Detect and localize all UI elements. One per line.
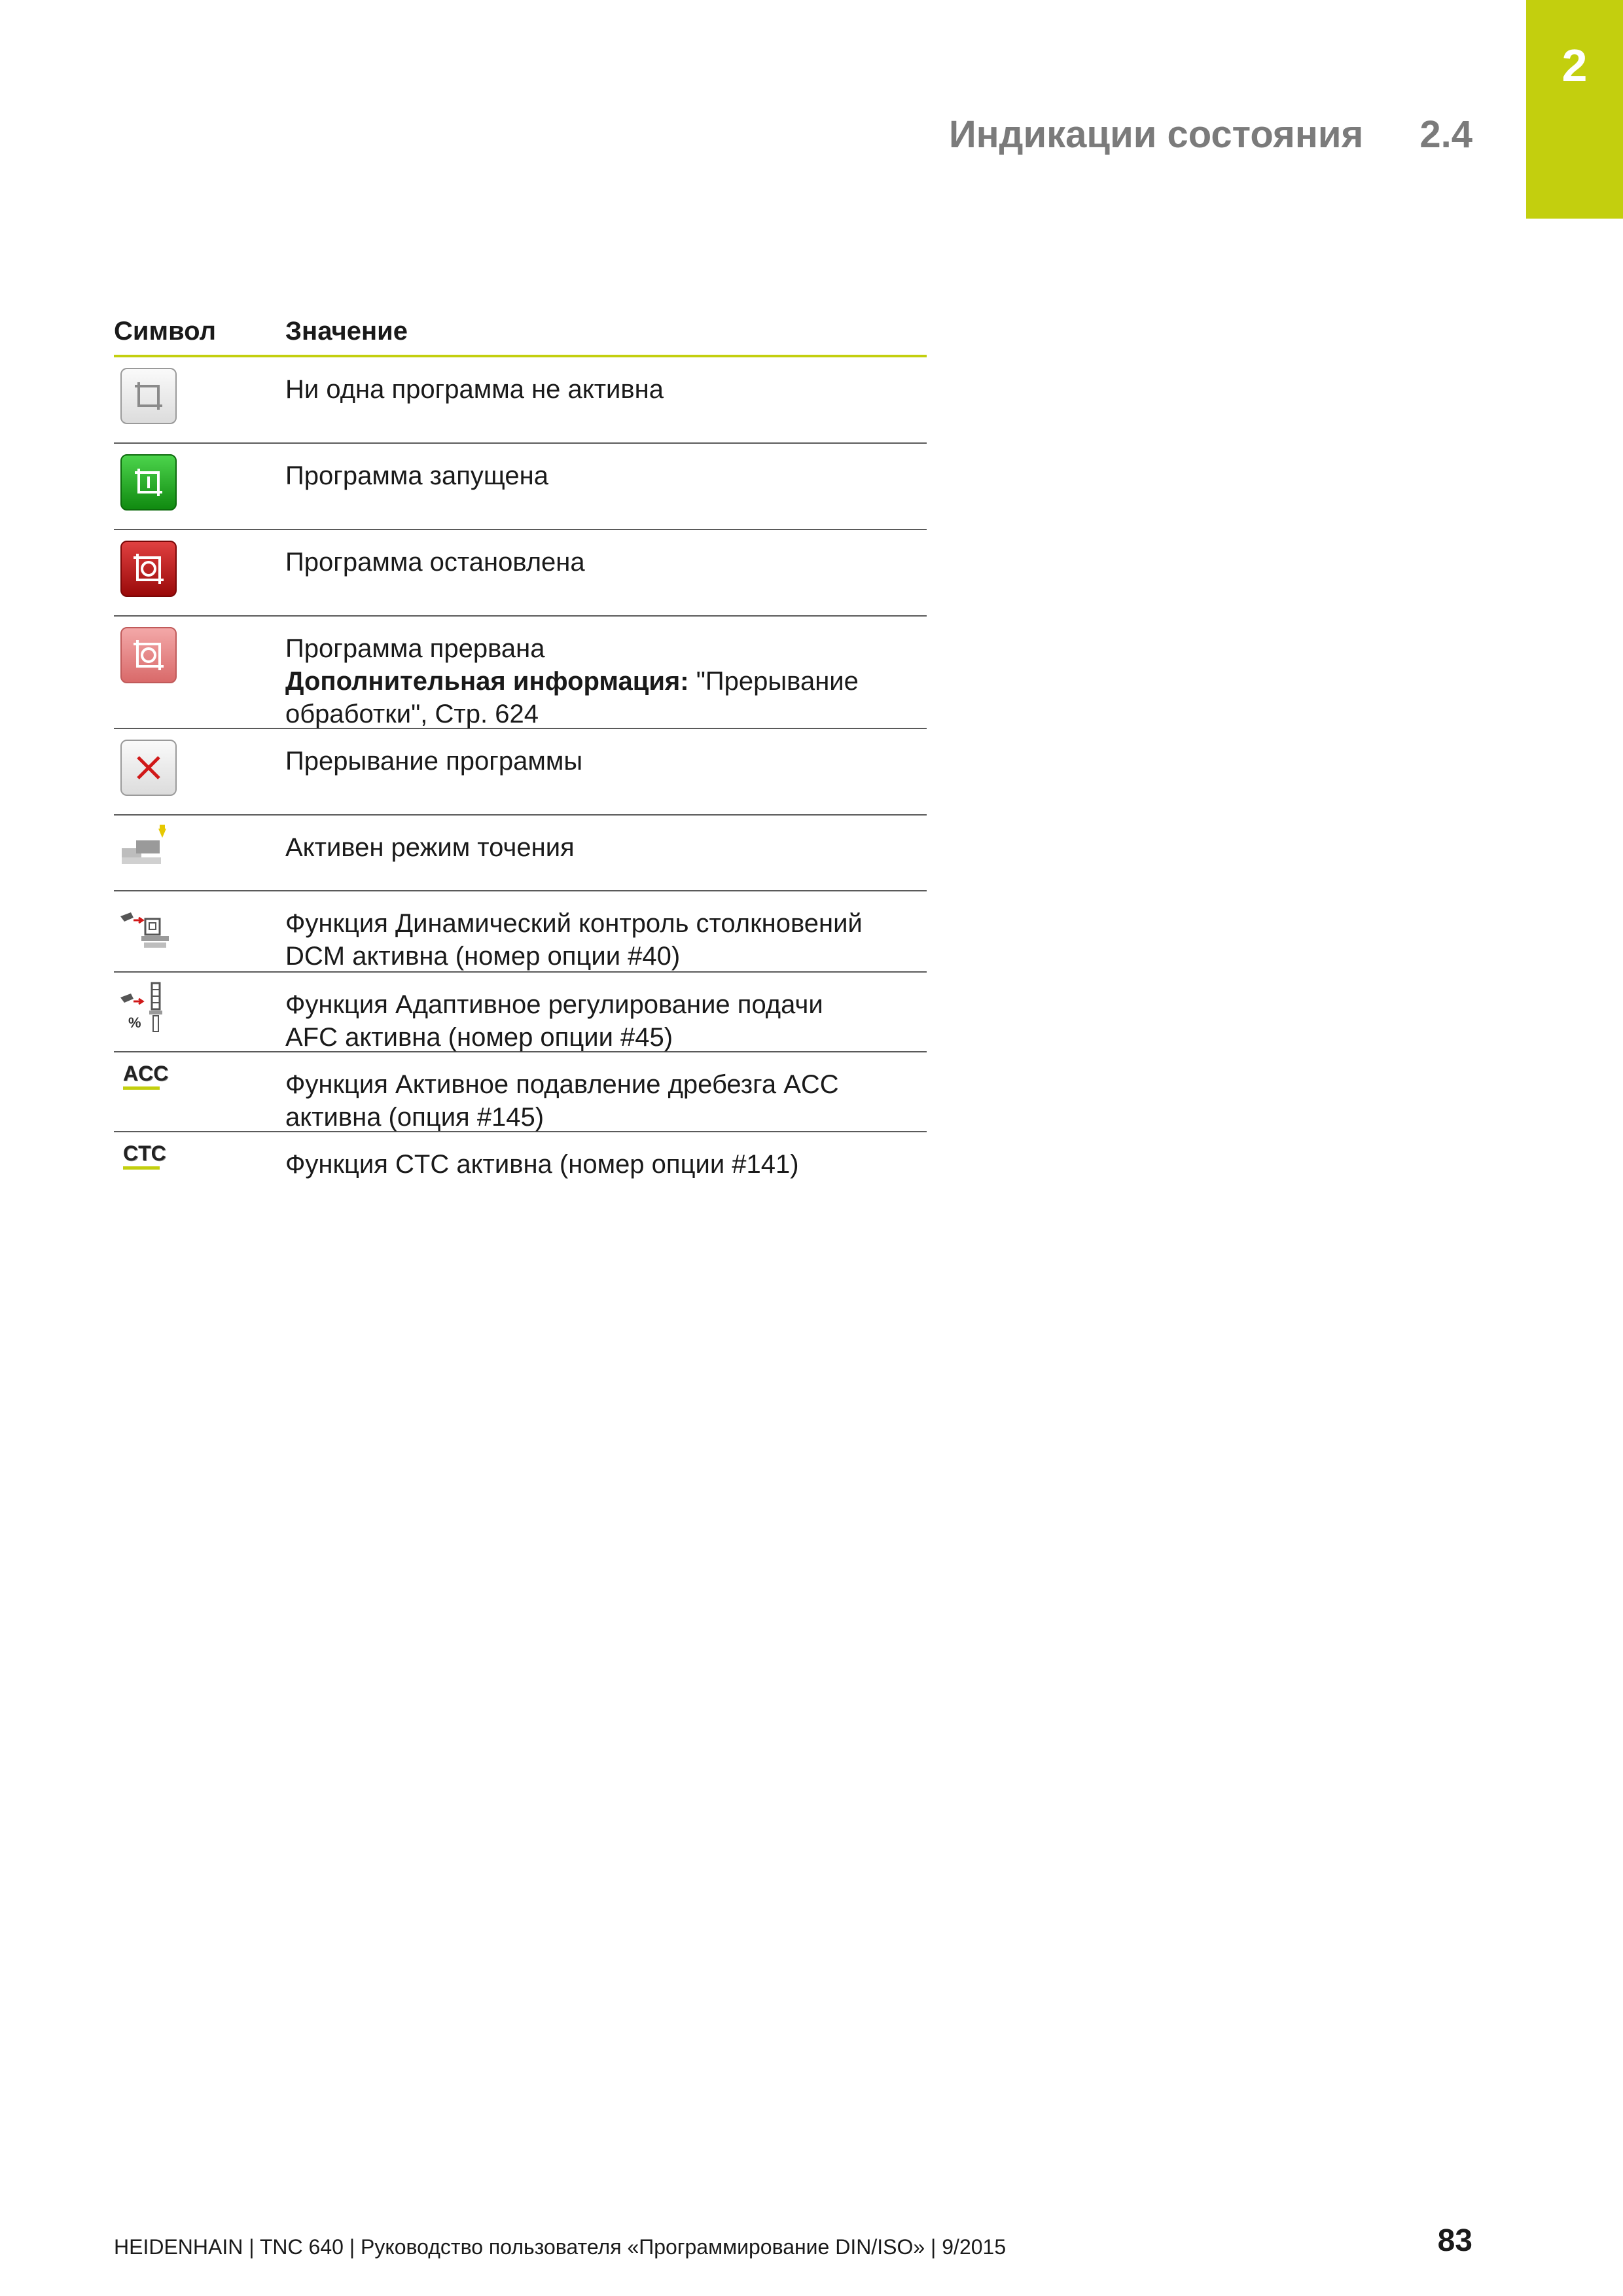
meaning-text: Программа остановлена bbox=[285, 548, 585, 577]
page-number: 83 bbox=[1437, 2223, 1472, 2258]
table-row bbox=[114, 617, 927, 729]
program-stopped-icon bbox=[120, 541, 177, 597]
acc-icon bbox=[123, 1062, 171, 1090]
meaning-text: Ни одна программа не активна bbox=[285, 375, 664, 404]
status-symbol-table bbox=[114, 308, 927, 1181]
ctc-icon bbox=[123, 1141, 171, 1170]
meaning-text: Функция Адаптивное регулирование подачи bbox=[285, 990, 823, 1019]
afc-icon bbox=[119, 982, 174, 1034]
chapter-number: 2 bbox=[1561, 40, 1588, 91]
table-row bbox=[114, 816, 927, 891]
column-header-meaning: Значение bbox=[285, 317, 408, 346]
table-row bbox=[114, 530, 927, 617]
table-row bbox=[114, 357, 927, 444]
more-info-link[interactable]: "Прерывание bbox=[688, 667, 859, 696]
program-running-icon bbox=[120, 454, 177, 511]
table-row bbox=[114, 444, 927, 530]
table-row bbox=[114, 973, 927, 1052]
chapter-tab bbox=[1526, 0, 1623, 219]
meaning-text: Программа запущена bbox=[285, 461, 548, 490]
meaning-text: Прерывание программы bbox=[285, 747, 583, 776]
table-row bbox=[114, 1132, 927, 1181]
svg-text:%: % bbox=[128, 1014, 141, 1031]
turning-mode-icon bbox=[120, 825, 169, 870]
page-header bbox=[949, 113, 1472, 156]
column-header-symbol: Символ bbox=[114, 317, 216, 346]
program-interrupted-icon bbox=[120, 627, 177, 683]
table-row bbox=[114, 729, 927, 816]
meaning-text: Активен режим точения bbox=[285, 833, 575, 862]
acc-icon-label: ACC bbox=[123, 1062, 169, 1085]
meaning-text: AFC активна (номер опции #45) bbox=[285, 1023, 673, 1052]
table-header bbox=[114, 308, 927, 357]
more-info-link-cont[interactable]: обработки", Стр. 624 bbox=[285, 700, 539, 728]
meaning-text: DCM активна (номер опции #40) bbox=[285, 942, 681, 971]
section-number: 2.4 bbox=[1419, 113, 1472, 156]
meaning-text: Функция Динамический контроль столкновений bbox=[285, 909, 863, 938]
ctc-icon-label: CTC bbox=[123, 1141, 166, 1165]
section-title: Индикации состояния bbox=[948, 113, 1364, 156]
more-info-label: Дополнительная информация: bbox=[285, 667, 689, 696]
page-footer: HEIDENHAIN | TNC 640 | Руководство пользователя «Программирование DIN/ISO» | 9/2015 bbox=[114, 2235, 1007, 2259]
table-row bbox=[114, 1052, 927, 1132]
meaning-text: Функция CTC активна (номер опции #141) bbox=[285, 1150, 799, 1179]
meaning-text: Программа прервана bbox=[285, 634, 545, 663]
dcm-icon bbox=[119, 910, 174, 956]
program-inactive-icon bbox=[120, 368, 177, 424]
more-info-line bbox=[285, 665, 927, 698]
table-row bbox=[114, 891, 927, 973]
meaning-text: Функция Активное подавление дребезга ACC bbox=[285, 1070, 839, 1099]
meaning-text: активна (опция #145) bbox=[285, 1103, 544, 1132]
program-abort-icon bbox=[120, 740, 177, 796]
